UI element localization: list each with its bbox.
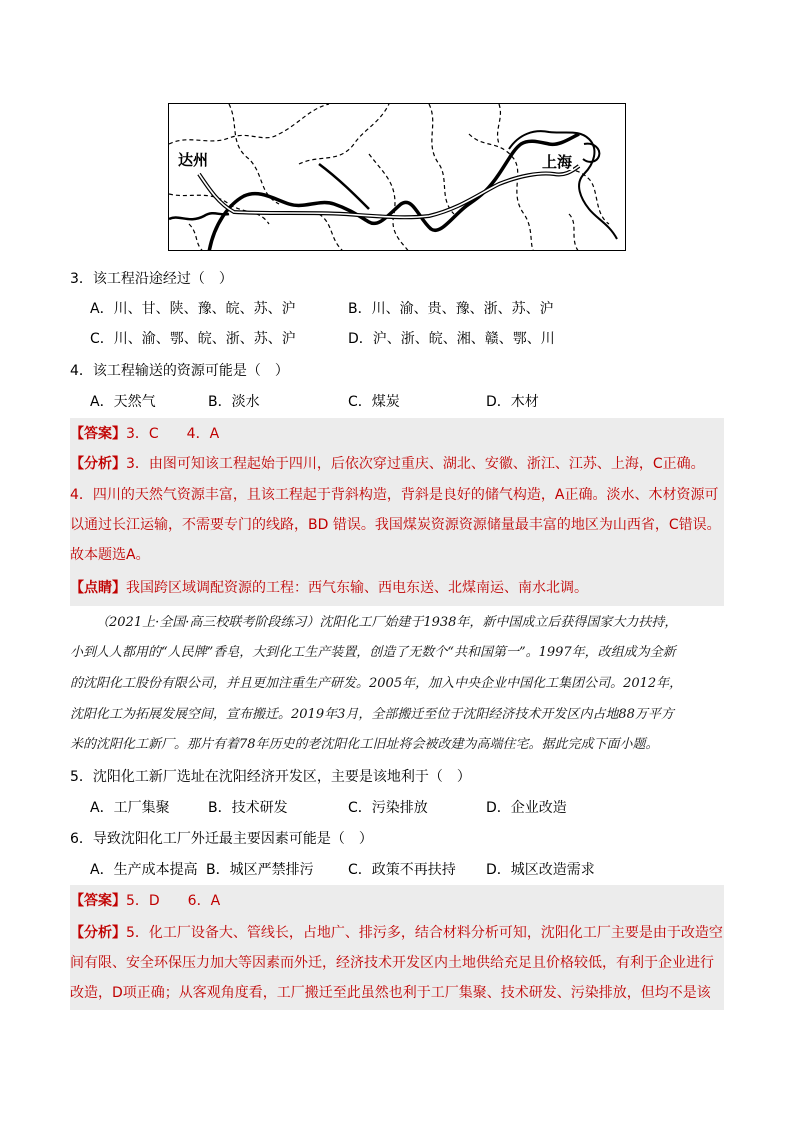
question-4-option-c[interactable]: C．煤炭 [348, 394, 400, 410]
question-3-option-b[interactable]: B．川、渝、贵、豫、浙、苏、沪 [348, 301, 554, 317]
map-label-shanghai: 上海 [542, 153, 573, 171]
passage-line-3: 的沈阳化工股份有限公司，并且更加注重生产研发。2005年，加入中央企业中国化工集团公司。2012年， [70, 676, 683, 691]
analysis-1-line-3: 以通过长江运输，不需要专门的线路，BD 错误。我国煤炭资源资源储量最丰富的地区为山西省，C错误。 [70, 517, 721, 533]
question-4-option-d[interactable]: D．木材 [486, 394, 539, 410]
answer-text: 3．C 4．A [126, 426, 220, 442]
answer-tag: 【答案】 [70, 893, 126, 909]
analysis-1-line-4: 故本题选A。 [70, 547, 150, 563]
analysis-2-line-1: 【分析】5．化工厂设备大、管线长，占地广、排污多，结合材料分析可知，沈阳化工厂主要是由于改造空 [70, 925, 723, 941]
question-3-option-c[interactable]: C．川、渝、鄂、皖、浙、苏、沪 [90, 331, 296, 347]
analysis-tag: 【分析】 [70, 456, 126, 472]
solution-block-2 [70, 885, 724, 1010]
question-6-option-c[interactable]: C．政策不再扶持 [348, 862, 456, 878]
question-5-option-a[interactable]: A．工厂集聚 [90, 800, 170, 816]
analysis-tag: 【分析】 [70, 925, 126, 941]
solution-block-1 [70, 418, 724, 606]
question-5-option-c[interactable]: C．污染排放 [348, 800, 428, 816]
answer-text: 5．D 6．A [126, 893, 221, 909]
passage-line-5: 米的沈阳化工新厂。那片有着78年历史的老沈阳化工旧址将会被改建为高端住宅。据此完成下面小题。 [70, 737, 659, 752]
point-1: 【点睛】我国跨区域调配资源的工程：西气东输、西电东送、北煤南运、南水北调。 [70, 580, 588, 596]
analysis-1-line-2: 4．四川的天然气资源丰富，且该工程起于背斜构造，背斜是良好的储气构造，A正确。淡水、木材资源可 [70, 487, 719, 503]
answer-2 [70, 892, 220, 910]
analysis-2-line-3: 改造，D项正确；从客观角度看，工厂搬迁至此虽然也利于工厂集聚、技术研发、污染排放，但均不是该 [70, 985, 711, 1001]
question-3-option-d[interactable]: D．沪、浙、皖、湘、赣、鄂、川 [348, 331, 555, 347]
analysis-1-line-1: 【分析】3．由图可知该工程起始于四川，后依次穿过重庆、湖北、安徽、浙江、江苏、上海，C正确。 [70, 456, 705, 472]
map-label-dazhou: 达州 [178, 151, 209, 169]
question-6-option-d[interactable]: D．城区改造需求 [486, 862, 595, 878]
question-4-option-a[interactable]: A．天然气 [90, 394, 156, 410]
passage-line-2: 小到人人都用的“人民牌”香皂，大到化工生产装置，创造了无数个“共和国第一”。1997年，改组成为全新 [70, 645, 676, 660]
question-6-option-a[interactable]: A．生产成本提高 [90, 862, 198, 878]
question-5-option-d[interactable]: D．企业改造 [486, 800, 567, 816]
passage-line-4: 沈阳化工为拓展发展空间，宣布搬迁。2019年3月，全部搬迁至位于沈阳经济技术开发区内占地88万平方 [70, 707, 674, 722]
answer-tag: 【答案】 [70, 426, 126, 442]
analysis-2-line-2: 间有限、安全环保压力加大等因素而外迁，经济技术开发区内土地供给充足且价格较低，有利于企业进行 [70, 955, 714, 971]
question-5-stem: 5．沈阳化工新厂选址在沈阳经济开发区，主要是该地利于（ ） [70, 769, 471, 785]
question-3-option-a[interactable]: A．川、甘、陕、豫、皖、苏、沪 [90, 301, 296, 317]
map-drawing [169, 104, 626, 251]
point-tag: 【点睛】 [70, 580, 126, 596]
passage-line-1: （2021上·全国·高三校联考阶段练习）沈阳化工厂始建于1938年，新中国成立后获得国家大力扶持， [96, 615, 678, 630]
question-4-stem: 4．该工程输送的资源可能是（ ） [70, 363, 289, 379]
answer-1 [70, 425, 219, 443]
question-6-stem: 6．导致沈阳化工厂外迁最主要因素可能是（ ） [70, 831, 373, 847]
question-3-stem: 3．该工程沿途经过（ ） [70, 271, 233, 287]
question-6-option-b[interactable]: B．城区严禁排污 [206, 862, 314, 878]
question-4-option-b[interactable]: B．淡水 [208, 394, 260, 410]
question-5-option-b[interactable]: B．技术研发 [208, 800, 288, 816]
pipeline-map [168, 103, 626, 251]
